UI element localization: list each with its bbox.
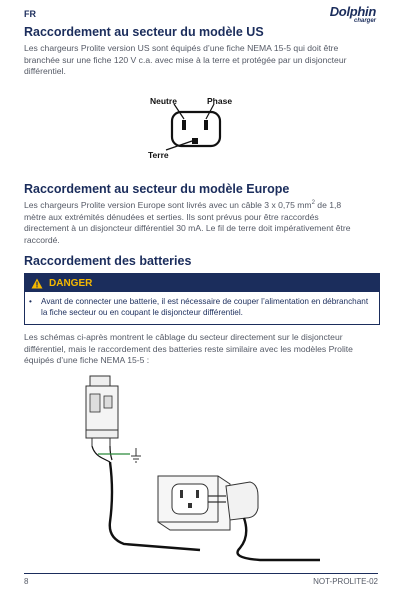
ground-icon <box>131 448 141 462</box>
section-europe-body <box>24 200 364 246</box>
wiring-illustration <box>80 372 340 564</box>
language-tag: FR <box>24 9 36 19</box>
nema-outlet-icon <box>158 476 230 530</box>
danger-box <box>24 273 380 325</box>
us-outlet-diagram <box>130 92 270 164</box>
document-code: NOT-PROLITE-02 <box>313 577 378 586</box>
europe-body-part1: Les chargeurs Prolite version Europe sont livrés avec un câble 3 x 0,75 mm <box>24 200 312 210</box>
breaker-icon <box>86 376 118 446</box>
danger-body <box>25 292 379 318</box>
section-batteries-title: Raccordement des batteries <box>24 254 192 268</box>
dolphin-logo <box>308 4 376 28</box>
section-europe-title: Raccordement au secteur du modèle Europe <box>24 182 290 196</box>
danger-label: DANGER <box>49 277 93 289</box>
section-batteries-body: Les schémas ci-après montrent le câblage du secteur directement sur le disjoncteur différentiel, mais le raccordement des batteries reste similaire avec les modèles Prolite équipés d’une fiche NEMA 15-5 : <box>24 332 353 365</box>
footer-rule <box>24 573 378 574</box>
europe-body-part2: de 1,8 mètre aux extrémités dénudées et serties. Ils sont prévus pour être raccordés directement à un disjoncteur différentiel 30 mA. Le fil de terre doit impérativement être raccordé. <box>24 200 351 245</box>
brand-name: Dolphin <box>329 4 376 19</box>
section-us-body: Les chargeurs Prolite version US sont équipés d’une fiche NEMA 15-5 qui doit être branchée sur une fiche 120 V c.a. avec mise à la terre et protégée par un disjoncteur différentiel. <box>24 43 347 76</box>
section-us-title: Raccordement au secteur du modèle US <box>24 25 264 39</box>
page-number: 8 <box>24 577 29 586</box>
danger-text: Avant de connecter une batterie, il est nécessaire de couper l’alimentation en débranchant la fiche secteur ou en coupant le disjoncteur différentiel. <box>41 297 369 317</box>
europe-body-sup: 2 <box>311 200 315 207</box>
danger-bullet: • <box>29 297 32 306</box>
earth-label: Terre <box>148 150 169 160</box>
warning-triangle-icon <box>31 278 43 289</box>
neutral-label: Neutre <box>150 96 177 106</box>
brand-sub: charger <box>353 18 376 24</box>
danger-header <box>25 274 379 292</box>
phase-label: Phase <box>207 96 233 106</box>
